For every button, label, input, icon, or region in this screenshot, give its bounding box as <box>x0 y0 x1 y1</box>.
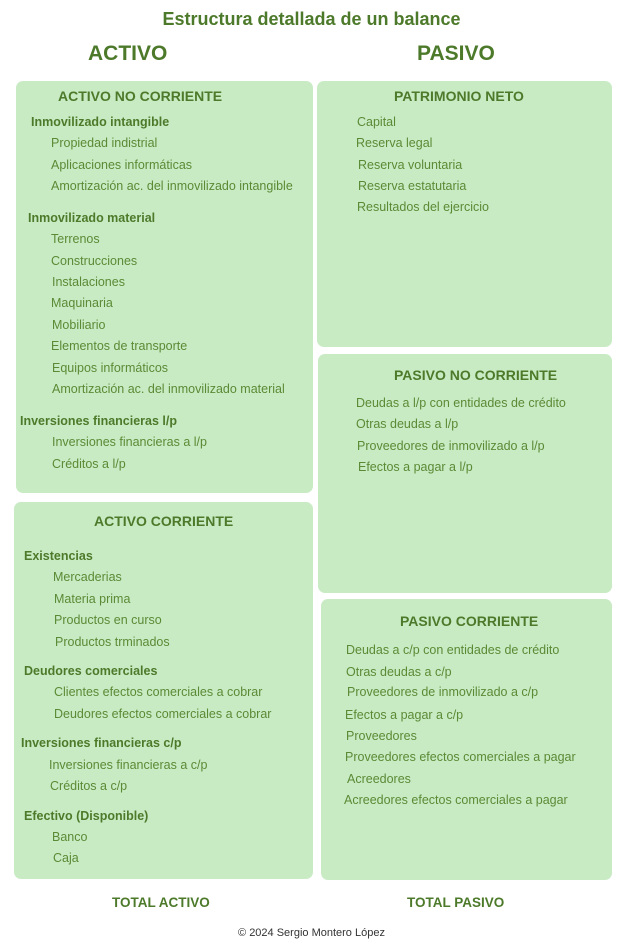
total-activo: TOTAL ACTIVO <box>112 895 210 910</box>
list-item: Créditos a l/p <box>52 457 126 471</box>
pasivo-header: PASIVO <box>417 42 495 65</box>
group-label: Inversiones financieras c/p <box>21 736 182 750</box>
list-item: Productos trminados <box>55 635 170 649</box>
list-item: Reserva estatutaria <box>358 179 467 193</box>
activo-header: ACTIVO <box>88 42 168 65</box>
group-label: Inversiones financieras l/p <box>20 414 178 428</box>
activo-corriente-box <box>14 502 313 879</box>
list-item: Materia prima <box>54 592 131 606</box>
list-item: Propiedad indistrial <box>51 136 158 150</box>
list-item: Capital <box>357 115 396 129</box>
list-item: Efectos a pagar a c/p <box>345 708 464 722</box>
list-item: Aplicaciones informáticas <box>51 158 193 172</box>
list-item: Reserva legal <box>356 136 433 150</box>
box-title: PATRIMONIO NETO <box>394 88 524 104</box>
list-item: Deudores efectos comerciales a cobrar <box>54 707 272 721</box>
box-title: ACTIVO CORRIENTE <box>94 513 234 529</box>
box-title: ACTIVO NO CORRIENTE <box>58 88 223 104</box>
copyright-footer: © 2024 Sergio Montero López <box>238 927 385 939</box>
group-label: Efectivo (Disponible) <box>24 809 149 823</box>
list-item: Acreedores efectos comerciales a pagar <box>344 793 568 807</box>
pasivo-no-corriente-box <box>318 354 612 593</box>
list-item: Deudas a l/p con entidades de crédito <box>356 396 566 410</box>
list-item: Terrenos <box>51 232 100 246</box>
list-item: Productos en curso <box>54 613 162 627</box>
list-item: Elementos de transporte <box>51 339 188 353</box>
list-item: Proveedores de inmovilizado a l/p <box>357 439 545 453</box>
list-item: Equipos informáticos <box>52 361 169 375</box>
list-item: Resultados del ejercicio <box>357 200 490 214</box>
list-item: Instalaciones <box>52 275 125 289</box>
list-item: Amortización ac. del inmovilizado material <box>52 382 285 396</box>
group-label: Inmovilizado intangible <box>31 115 170 129</box>
list-item: Efectos a pagar a l/p <box>358 460 473 474</box>
list-item: Proveedores de inmovilizado a c/p <box>347 685 539 699</box>
list-item: Proveedores <box>346 729 417 743</box>
total-pasivo: TOTAL PASIVO <box>407 895 505 910</box>
list-item: Maquinaria <box>51 296 113 310</box>
list-item: Deudas a c/p con entidades de crédito <box>346 643 560 657</box>
list-item: Banco <box>52 830 88 844</box>
patrimonio-neto-box <box>317 81 612 347</box>
group-label: Deudores comerciales <box>24 664 158 678</box>
list-item: Inversiones financieras a c/p <box>49 758 208 772</box>
box-title: PASIVO NO CORRIENTE <box>394 367 558 383</box>
list-item: Construcciones <box>51 254 138 268</box>
page-title: Estructura detallada de un balance <box>162 9 461 29</box>
pasivo-corriente-box <box>321 599 612 880</box>
list-item: Amortización ac. del inmovilizado intangible <box>51 179 293 193</box>
list-item: Inversiones financieras a l/p <box>52 435 207 449</box>
activo-no-corriente-box <box>16 81 313 493</box>
list-item: Reserva voluntaria <box>358 158 463 172</box>
list-item: Otras deudas a c/p <box>346 665 452 679</box>
group-label: Inmovilizado material <box>28 211 156 225</box>
list-item: Proveedores efectos comerciales a pagar <box>345 750 576 764</box>
list-item: Otras deudas a l/p <box>356 417 459 431</box>
list-item: Mobiliario <box>52 318 106 332</box>
list-item: Mercaderias <box>53 570 122 584</box>
group-label: Existencias <box>24 549 93 563</box>
list-item: Acreedores <box>347 772 411 786</box>
box-title: PASIVO CORRIENTE <box>400 613 539 629</box>
list-item: Créditos a c/p <box>50 779 128 793</box>
list-item: Clientes efectos comerciales a cobrar <box>54 685 263 699</box>
list-item: Caja <box>53 851 79 865</box>
